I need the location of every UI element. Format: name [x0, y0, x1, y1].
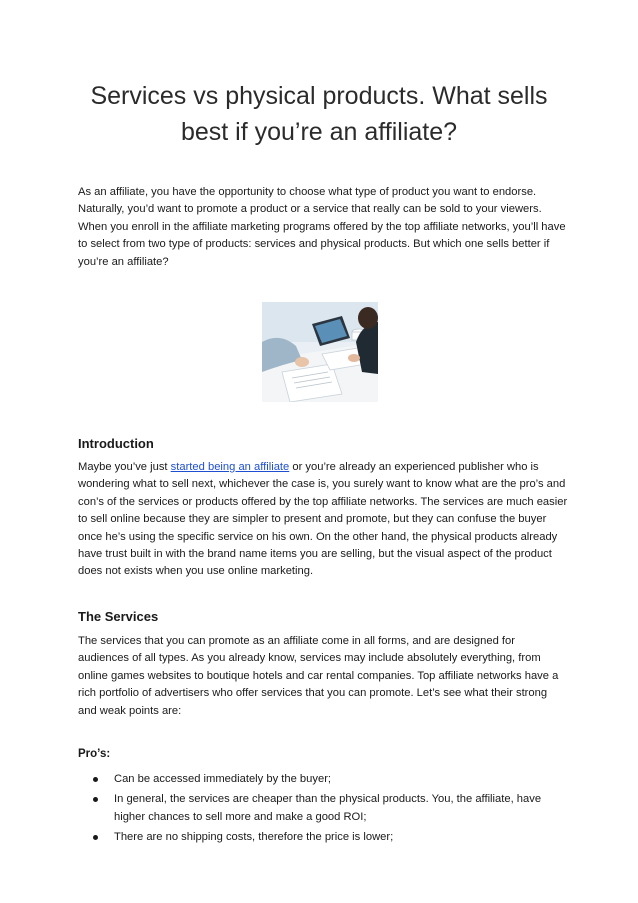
business-meeting-photo: [262, 302, 378, 402]
started-being-affiliate-link[interactable]: started being an affiliate: [170, 461, 290, 473]
services-heading: The Services: [78, 609, 159, 624]
title-line-2: best if you’re an affiliate?: [180, 118, 458, 146]
bullet-icon: [93, 777, 98, 782]
services-paragraph: The services that you can promote as an affiliate come in all forms, and are designed for audiences of all types. As you already know, services may include absolutely everything, from online games websites to boutique hotels and car rental companies. Top affiliate networks have a rich portfolio of advertisers who offer services that you can promote. Let’s see what their strong and weak points are:: [78, 635, 559, 717]
title-line-1: Services vs physical products. What sells: [90, 82, 548, 110]
list-item: [78, 771, 568, 788]
introduction-paragraph: [78, 459, 568, 581]
intro-text-before-link: Maybe you’ve just: [78, 461, 171, 473]
introduction-heading: Introduction: [78, 436, 154, 451]
page-title: [40, 78, 598, 150]
pros-heading: Pro’s:: [78, 748, 111, 760]
bullet-icon: [93, 797, 98, 802]
list-item: [78, 829, 568, 846]
list-item: [78, 791, 568, 826]
list-item-text: In general, the services are cheaper than the physical products. You, the affiliate, have higher chances to sell more and make a good ROI;: [114, 793, 542, 823]
pros-list: [78, 771, 568, 850]
list-item-text: There are no shipping costs, therefore the price is lower;: [114, 831, 394, 844]
intro-text-after-link: or you’re already an experienced publisher who is wondering what to sell next, whichever the case is, you surely want to know what are the pro’s and con’s of the services or products offered by the top affiliate networks. The services are much easier to sell online because they are simpler to present and promote, but they can confuse the buyer once he’s using the specific service on his own. On the other hand, the physical products already have trust built in with the brand name items you are selling, but the visual aspect of the product does not exists when you use online marketing.: [78, 461, 568, 578]
intro-paragraph: As an affiliate, you have the opportunity to choose what type of product you want to endorse. Naturally, you’d want to promote a product or a service that really can be sold to your viewers. When you enroll in the affiliate marketing programs offered by the top affiliate networks, you’ll have to select from two type of products: services and physical products. But which one sells better if you’re an affiliate?: [78, 186, 566, 268]
bullet-icon: [93, 835, 98, 840]
list-item-text: Can be accessed immediately by the buyer;: [114, 773, 332, 785]
